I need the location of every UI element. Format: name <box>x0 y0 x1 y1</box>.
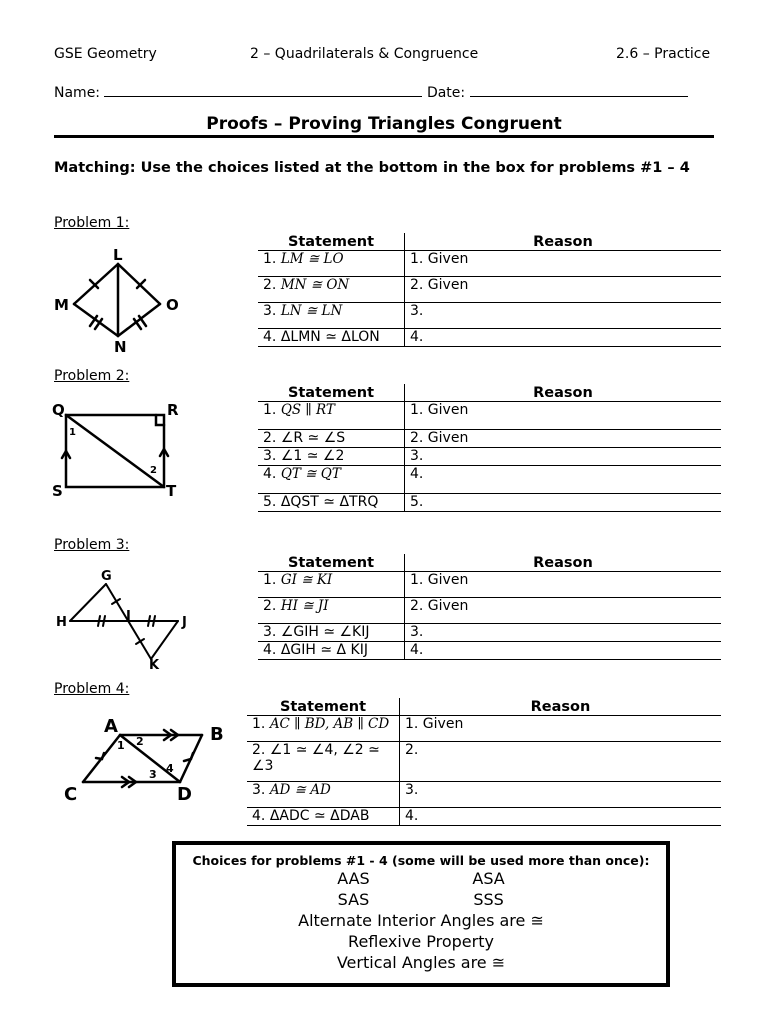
choice-alternate-interior: Alternate Interior Angles are ≅ <box>298 911 544 930</box>
name-label: Name: <box>54 85 101 101</box>
row-number: 2. <box>263 277 277 293</box>
choices-row <box>176 889 666 910</box>
fig2-label-r: R <box>167 401 179 419</box>
statement-text: LN ≅ LN <box>280 303 343 319</box>
choices-row <box>176 868 666 889</box>
fig4-label-d: D <box>177 784 192 804</box>
reason-cell[interactable]: 3. <box>405 624 722 642</box>
row-number: 3. <box>252 782 266 798</box>
statement-text: MN ≅ ON <box>280 277 350 293</box>
reason-cell: 1. Given <box>405 572 722 598</box>
name-row <box>54 82 688 101</box>
instructions: Matching: Use the choices listed at the bottom in the box for problems #1 – 4 <box>54 160 690 176</box>
fig4-angle-2: 2 <box>136 735 144 748</box>
fig1-label-m: M <box>54 296 69 314</box>
choices-title: Choices for problems #1 - 4 (some will be used more than once): <box>192 853 650 868</box>
row-number: 4. <box>263 466 277 482</box>
statement-header: Statement <box>258 233 405 251</box>
problem-3-table <box>258 554 721 660</box>
date-label: Date: <box>426 85 466 101</box>
statement-cell <box>258 402 405 430</box>
statement-cell <box>258 303 405 329</box>
fig2-label-s: S <box>52 482 63 500</box>
statement-text: QS ∥ RT <box>280 402 335 418</box>
row-number: 3. <box>263 303 277 319</box>
reason-cell[interactable]: 3. <box>405 448 722 466</box>
reason-header: Reason <box>405 384 722 402</box>
choice-asa: ASA <box>472 869 505 888</box>
row-number: 1. <box>263 402 277 418</box>
row-number: 5. <box>263 494 277 510</box>
unit-title: 2 – Quadrilaterals & Congruence <box>250 46 479 62</box>
problem-1-label: Problem 1: <box>54 215 130 231</box>
name-field[interactable] <box>104 82 422 97</box>
fig3-label-i: I <box>126 609 131 624</box>
row-number: 2. <box>252 742 266 758</box>
row-number: 1. <box>263 572 277 588</box>
statement-text: LM ≅ LO <box>280 251 344 267</box>
statement-cell <box>258 598 405 624</box>
reason-cell[interactable]: 2. <box>400 742 722 782</box>
statement-cell <box>247 716 400 742</box>
statement-text: ∠1 ≃ ∠2 <box>280 448 345 464</box>
course-title: GSE Geometry <box>54 46 157 62</box>
statement-text: AC ∥ BD, AB ∥ CD <box>269 716 390 732</box>
reason-header: Reason <box>405 554 722 572</box>
fig4-angle-3: 3 <box>149 768 157 781</box>
problem-2-label: Problem 2: <box>54 368 130 384</box>
problem-4-figure <box>60 712 230 804</box>
statement-text: ∠1 ≃ ∠4, ∠2 ≃ ∠3 <box>252 742 380 774</box>
statement-header: Statement <box>258 384 405 402</box>
problem-3-figure <box>50 566 195 670</box>
date-field[interactable] <box>470 82 688 97</box>
statement-cell <box>258 430 405 448</box>
reason-header: Reason <box>400 698 722 716</box>
statement-cell <box>258 466 405 494</box>
fig4-angle-1: 1 <box>117 739 125 752</box>
fig2-label-t: T <box>166 482 177 500</box>
title-divider <box>54 135 714 138</box>
choices-box <box>172 841 670 987</box>
fig2-angle-1: 1 <box>69 427 76 438</box>
row-number: 1. <box>252 716 266 732</box>
fig1-label-n: N <box>114 338 127 356</box>
statement-text: ∠R ≃ ∠S <box>280 430 346 446</box>
reason-cell[interactable]: 3. <box>405 303 722 329</box>
lesson-title: 2.6 – Practice <box>616 46 711 62</box>
statement-text: ΔLMN ≃ ΔLON <box>280 329 380 345</box>
fig2-angle-2: 2 <box>150 465 157 476</box>
reason-cell: 1. Given <box>405 402 722 430</box>
reason-cell: 2. Given <box>405 277 722 303</box>
statement-cell <box>258 329 405 347</box>
row-number: 3. <box>263 448 277 464</box>
reason-cell: 1. Given <box>405 251 722 277</box>
fig2-label-q: Q <box>52 401 65 419</box>
statement-text: ΔGIH ≃ Δ KIJ <box>280 642 368 658</box>
statement-cell <box>258 277 405 303</box>
problem-4-table <box>247 698 721 826</box>
row-number: 4. <box>252 808 266 824</box>
choice-sss: SSS <box>473 890 504 909</box>
statement-cell <box>258 448 405 466</box>
row-number: 4. <box>263 642 277 658</box>
problem-4-label: Problem 4: <box>54 681 130 697</box>
problem-3-label: Problem 3: <box>54 537 130 553</box>
page-title: Proofs – Proving Triangles Congruent <box>206 114 562 134</box>
statement-text: ∠GIH ≃ ∠KIJ <box>280 624 370 640</box>
fig4-angle-4: 4 <box>166 762 174 775</box>
row-number: 1. <box>263 251 277 267</box>
reason-cell[interactable]: 3. <box>400 782 722 808</box>
row-number: 2. <box>263 430 277 446</box>
problem-1-figure <box>50 244 180 356</box>
statement-cell <box>258 572 405 598</box>
statement-text: GI ≅ KI <box>280 572 333 588</box>
statement-text: HI ≅ JI <box>280 598 329 614</box>
choice-aas: AAS <box>337 869 370 888</box>
fig1-label-o: O <box>166 296 179 314</box>
problem-2-figure <box>50 398 190 502</box>
choice-sas: SAS <box>337 890 370 909</box>
statement-cell <box>258 642 405 660</box>
statement-header: Statement <box>258 554 405 572</box>
problem-1-table <box>258 233 721 347</box>
reason-cell[interactable]: 4. <box>405 466 722 494</box>
statement-header: Statement <box>247 698 400 716</box>
fig3-label-h: H <box>56 615 67 630</box>
reason-cell: 2. Given <box>405 430 722 448</box>
reason-cell[interactable]: 4. <box>405 329 722 347</box>
fig4-label-b: B <box>210 724 224 745</box>
row-number: 2. <box>263 598 277 614</box>
statement-cell <box>258 251 405 277</box>
fig1-label-l: L <box>113 246 123 264</box>
statement-text: ΔADC ≃ ΔDAB <box>269 808 370 824</box>
problem-2-table <box>258 384 721 512</box>
row-number: 3. <box>263 624 277 640</box>
statement-cell <box>247 808 400 826</box>
reason-header: Reason <box>405 233 722 251</box>
choice-vertical-angles: Vertical Angles are ≅ <box>336 953 506 972</box>
reason-cell[interactable]: 4. <box>405 642 722 660</box>
row-number: 4. <box>263 329 277 345</box>
reason-cell[interactable]: 5. <box>405 494 722 512</box>
fig4-label-a: A <box>104 716 118 737</box>
statement-cell <box>258 624 405 642</box>
statement-text: ΔQST ≃ ΔTRQ <box>280 494 379 510</box>
choice-reflexive: Reflexive Property <box>348 932 494 951</box>
statement-cell <box>258 494 405 512</box>
fig3-label-g: G <box>101 569 112 584</box>
reason-cell[interactable]: 4. <box>400 808 722 826</box>
fig4-label-c: C <box>64 784 78 804</box>
reason-cell: 1. Given <box>400 716 722 742</box>
fig3-label-k: K <box>149 658 160 670</box>
statement-cell <box>247 742 400 782</box>
statement-text: QT ≅ QT <box>280 466 341 482</box>
reason-cell: 2. Given <box>405 598 722 624</box>
statement-cell <box>247 782 400 808</box>
statement-text: AD ≅ AD <box>269 782 331 798</box>
fig3-label-j: J <box>182 615 187 630</box>
